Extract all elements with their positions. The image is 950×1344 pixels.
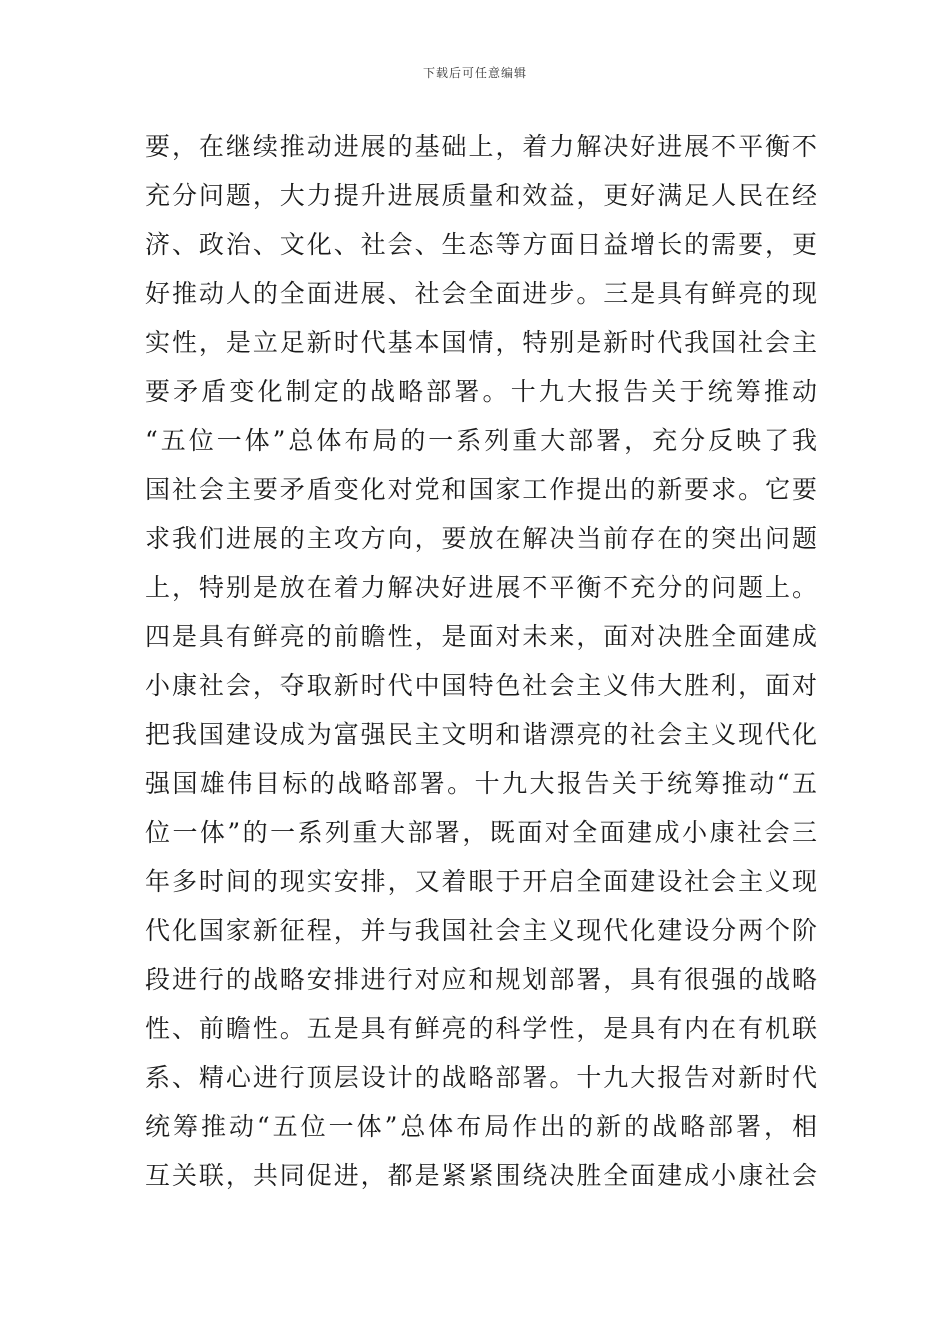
text-line: 系、精心进行顶层设计的战略部署。十九大报告对新时代	[145, 1063, 817, 1092]
text-line: 要矛盾变化制定的战略部署。十九大报告关于统筹推动	[145, 377, 817, 406]
page-header: 下载后可任意编辑	[422, 66, 527, 80]
text-line: 代化国家新征程，并与我国社会主义现代化建设分两个阶	[145, 916, 817, 945]
text-line: 把我国建设成为富强民主文明和谐漂亮的社会主义现代化	[145, 720, 817, 749]
text-line: 济、政治、文化、社会、生态等方面日益增长的需要，更	[145, 230, 817, 259]
text-line: 性、前瞻性。五是具有鲜亮的科学性，是具有内在有机联	[145, 1014, 817, 1043]
text-line: 充分问题，大力提升进展质量和效益，更好满足人民在经	[145, 181, 817, 210]
text-line: 强国雄伟目标的战略部署。十九大报告关于统筹推动“五	[145, 769, 817, 798]
text-line: 国社会主要矛盾变化对党和国家工作提出的新要求。它要	[145, 475, 817, 504]
body-text	[145, 122, 817, 1200]
text-line: 小康社会，夺取新时代中国特色社会主义伟大胜利，面对	[145, 671, 817, 700]
text-line: 统筹推动“五位一体”总体布局作出的新的战略部署，相	[145, 1112, 817, 1141]
text-line: 好推动人的全面进展、社会全面进步。三是具有鲜亮的现	[145, 279, 817, 308]
text-line: “五位一体”总体布局的一系列重大部署，充分反映了我	[145, 426, 817, 455]
text-line: 段进行的战略安排进行对应和规划部署，具有很强的战略	[145, 965, 817, 994]
text-line: 要，在继续推动进展的基础上，着力解决好进展不平衡不	[145, 132, 817, 161]
text-line: 位一体”的一系列重大部署，既面对全面建成小康社会三	[145, 818, 817, 847]
text-line: 年多时间的现实安排，又着眼于开启全面建设社会主义现	[145, 867, 817, 896]
text-line: 求我们进展的主攻方向，要放在解决当前存在的突出问题	[145, 524, 817, 553]
text-line: 四是具有鲜亮的前瞻性，是面对未来，面对决胜全面建成	[145, 622, 817, 651]
text-line: 实性，是立足新时代基本国情，特别是新时代我国社会主	[145, 328, 817, 357]
text-line: 上，特别是放在着力解决好进展不平衡不充分的问题上。	[145, 573, 817, 602]
text-line: 互关联，共同促进，都是紧紧围绕决胜全面建成小康社会	[145, 1161, 817, 1190]
